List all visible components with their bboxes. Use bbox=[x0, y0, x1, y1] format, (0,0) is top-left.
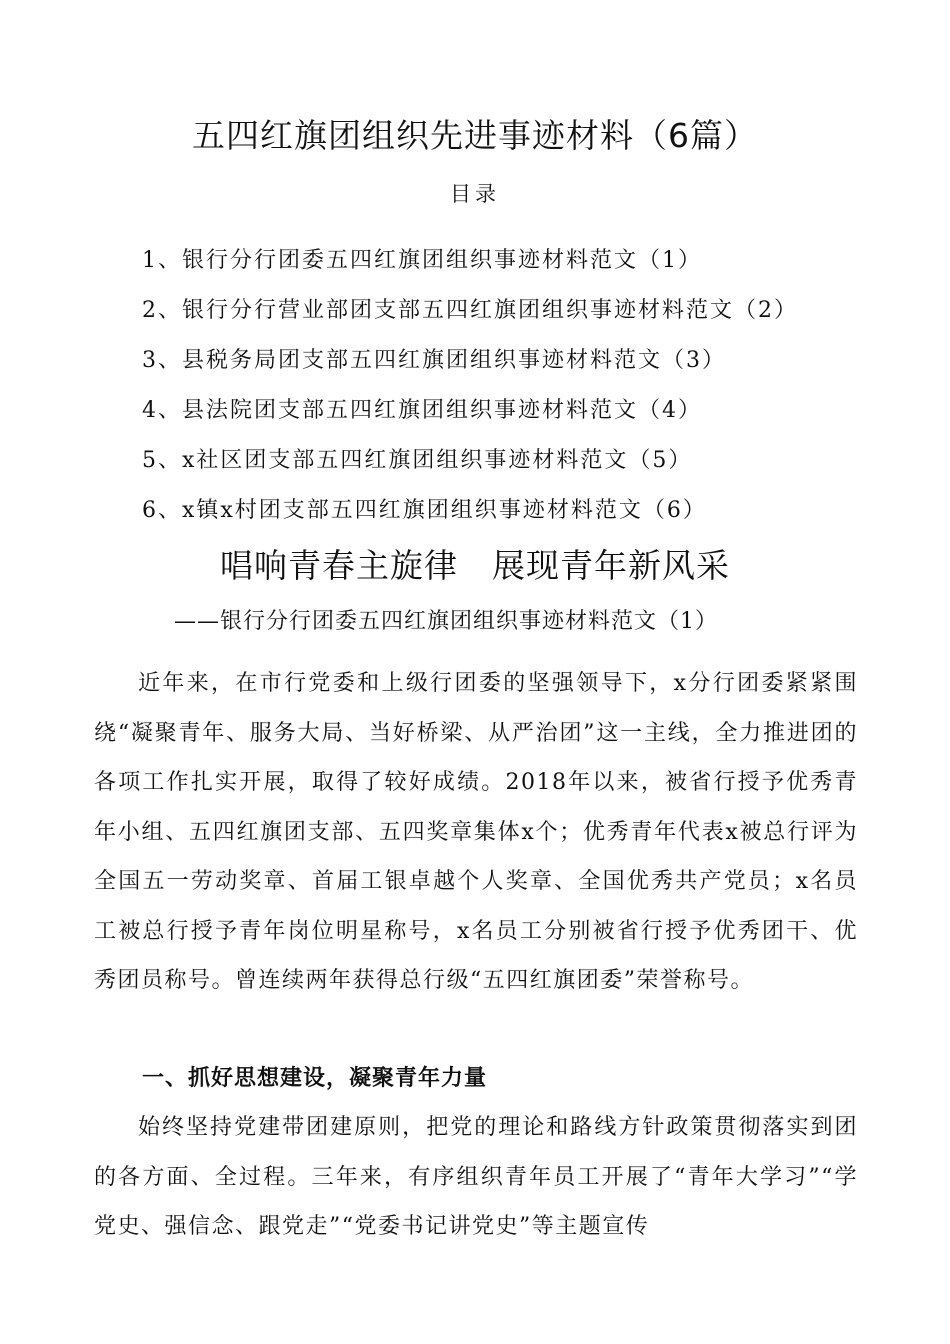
toc-item: 6、x镇x村团支部五四红旗团组织事迹材料范文（6） bbox=[142, 498, 707, 523]
toc-item: 5、x社区团支部五四红旗团组织事迹材料范文（5） bbox=[142, 448, 693, 473]
article-title: 唱响青春主旋律 展现青年新风采 bbox=[220, 546, 730, 585]
article-subtitle: ——银行分行团委五四红旗团组织事迹材料范文（1） bbox=[174, 609, 718, 634]
toc-item: 2、银行分行营业部团支部五四红旗团组织事迹材料范文（2） bbox=[142, 298, 798, 323]
toc-item: 4、县法院团支部五四红旗团组织事迹材料范文（4） bbox=[142, 398, 702, 423]
body-paragraph: 近年来，在市行党委和上级行团委的坚强领导下，x分行团委紧紧围绕“凝聚青年、服务大局、当好桥梁、从严治团”这一主线，全力推进团的各项工作扎实开展，取得了较好成绩。2018年以来，被省行授予优秀青年小组、五四红旗团支部、五四奖章集体x个；优秀青年代表x被总行评为全国五一劳动奖章、首届工银卓越个人奖章、全国优秀共产党员；x名员工被总行授予青年岗位明星称号，x名员工分别被省行授予优秀团干、优秀团员称号。曾连续两年获得总行级“五四红旗团委”荣誉称号。 bbox=[94, 671, 858, 993]
toc-heading: 目录 bbox=[450, 182, 500, 206]
body-paragraph: 始终坚持党建带团建原则，把党的理论和路线方针政策贯彻落实到团的各方面、全过程。三年来，有序组织青年员工开展了“青年大学习”“学党史、强信念、跟党走”“党委书记讲党史”等主题宣传 bbox=[94, 1115, 858, 1239]
document-title: 五四红旗团组织先进事迹材料（6篇） bbox=[192, 116, 758, 155]
toc-item: 3、县税务局团支部五四红旗团组织事迹材料范文（3） bbox=[142, 348, 726, 373]
toc-item: 1、银行分行团委五四红旗团组织事迹材料范文（1） bbox=[142, 248, 702, 273]
section-heading: 一、抓好思想建设，凝聚青年力量 bbox=[142, 1066, 488, 1091]
table-of-contents bbox=[142, 236, 798, 536]
